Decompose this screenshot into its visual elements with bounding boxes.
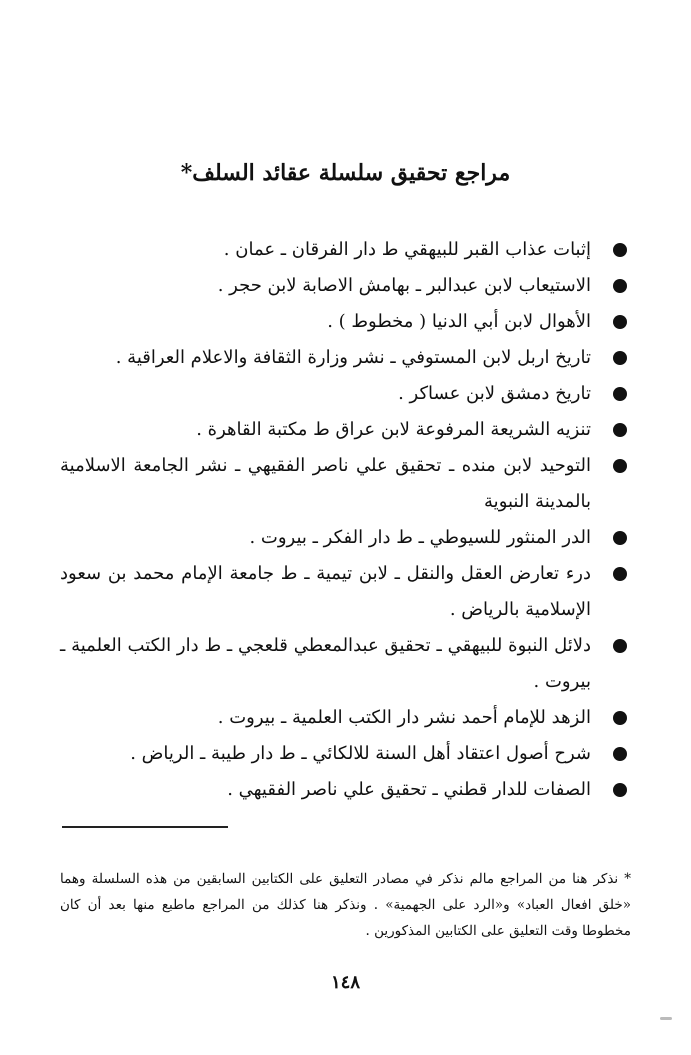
reference-item — [60, 520, 629, 556]
page-number: ١٤٨ — [330, 972, 360, 993]
reference-text: الأهوال لابن أبي الدنيا ( مخطوط ) . — [327, 311, 591, 332]
reference-text: تاريخ اربل لابن المستوفي ـ نشر وزارة الثقافة والاعلام العراقية . — [115, 347, 591, 368]
bullet-icon — [613, 279, 627, 293]
reference-text: تنزيه الشريعة المرفوعة لابن عراق ط مكتبة القاهرة . — [196, 419, 591, 440]
scan-mark — [660, 1017, 672, 1020]
reference-item — [60, 232, 629, 268]
bullet-icon — [613, 315, 627, 329]
reference-item — [60, 340, 629, 376]
reference-item — [60, 628, 629, 700]
footnote-divider — [62, 826, 228, 828]
reference-item — [60, 736, 629, 772]
reference-item — [60, 772, 629, 808]
bullet-icon — [613, 567, 627, 581]
reference-text: درء تعارض العقل والنقل ـ لابن تيمية ـ ط جامعة الإمام محمد بن سعود الإسلامية بالرياض . — [60, 563, 591, 620]
reference-text: شرح أصول اعتقاد أهل السنة للالكائي ـ ط دار طيبة ـ الرياض . — [130, 743, 591, 764]
bullet-icon — [613, 387, 627, 401]
reference-text: الزهد للإمام أحمد نشر دار الكتب العلمية ـ بيروت . — [217, 707, 591, 728]
reference-item — [60, 448, 629, 520]
reference-item — [60, 556, 629, 628]
reference-text: الصفات للدار قطني ـ تحقيق علي ناصر الفقيهي . — [227, 779, 591, 800]
reference-item — [60, 700, 629, 736]
bullet-icon — [613, 639, 627, 653]
reference-list — [60, 232, 629, 808]
page-title: مراجع تحقيق سلسلة عقائد السلف* — [180, 160, 511, 186]
reference-text: إثبات عذاب القبر للبيهقي ط دار الفرقان ـ عمان . — [223, 239, 591, 260]
reference-item — [60, 304, 629, 340]
bullet-icon — [613, 351, 627, 365]
bullet-icon — [613, 783, 627, 797]
bullet-icon — [613, 459, 627, 473]
reference-text: الاستيعاب لابن عبدالبر ـ بهامش الاصابة لابن حجر . — [217, 275, 591, 296]
reference-text: تاريخ دمشق لابن عساكر . — [398, 383, 591, 404]
bullet-icon — [613, 243, 627, 257]
bullet-icon — [613, 423, 627, 437]
reference-item — [60, 268, 629, 304]
reference-text: التوحيد لابن منده ـ تحقيق علي ناصر الفقيهي ـ نشر الجامعة الاسلامية بالمدينة النبوية — [60, 455, 591, 512]
reference-item — [60, 412, 629, 448]
reference-text: الدر المنثور للسيوطي ـ ط دار الفكر ـ بيروت . — [249, 527, 591, 548]
bullet-icon — [613, 531, 627, 545]
bullet-icon — [613, 747, 627, 761]
reference-item — [60, 376, 629, 412]
footnote: * نذكر هنا من المراجع مالم نذكر في مصادر التعليق على الكتابين السابقين من هذه السلسلة وهما «خلق افعال العباد» و«الرد على الجهمية» . ونذكر هنا كذلك من المراجع ماطبع منها بعد أن كان مخطوطا وقت التعليق على الكتابين المذكورين . — [60, 871, 631, 939]
bullet-icon — [613, 711, 627, 725]
reference-text: دلائل النبوة للبيهقي ـ تحقيق عبدالمعطي قلعجي ـ ط دار الكتب العلمية ـ بيروت . — [60, 635, 591, 692]
